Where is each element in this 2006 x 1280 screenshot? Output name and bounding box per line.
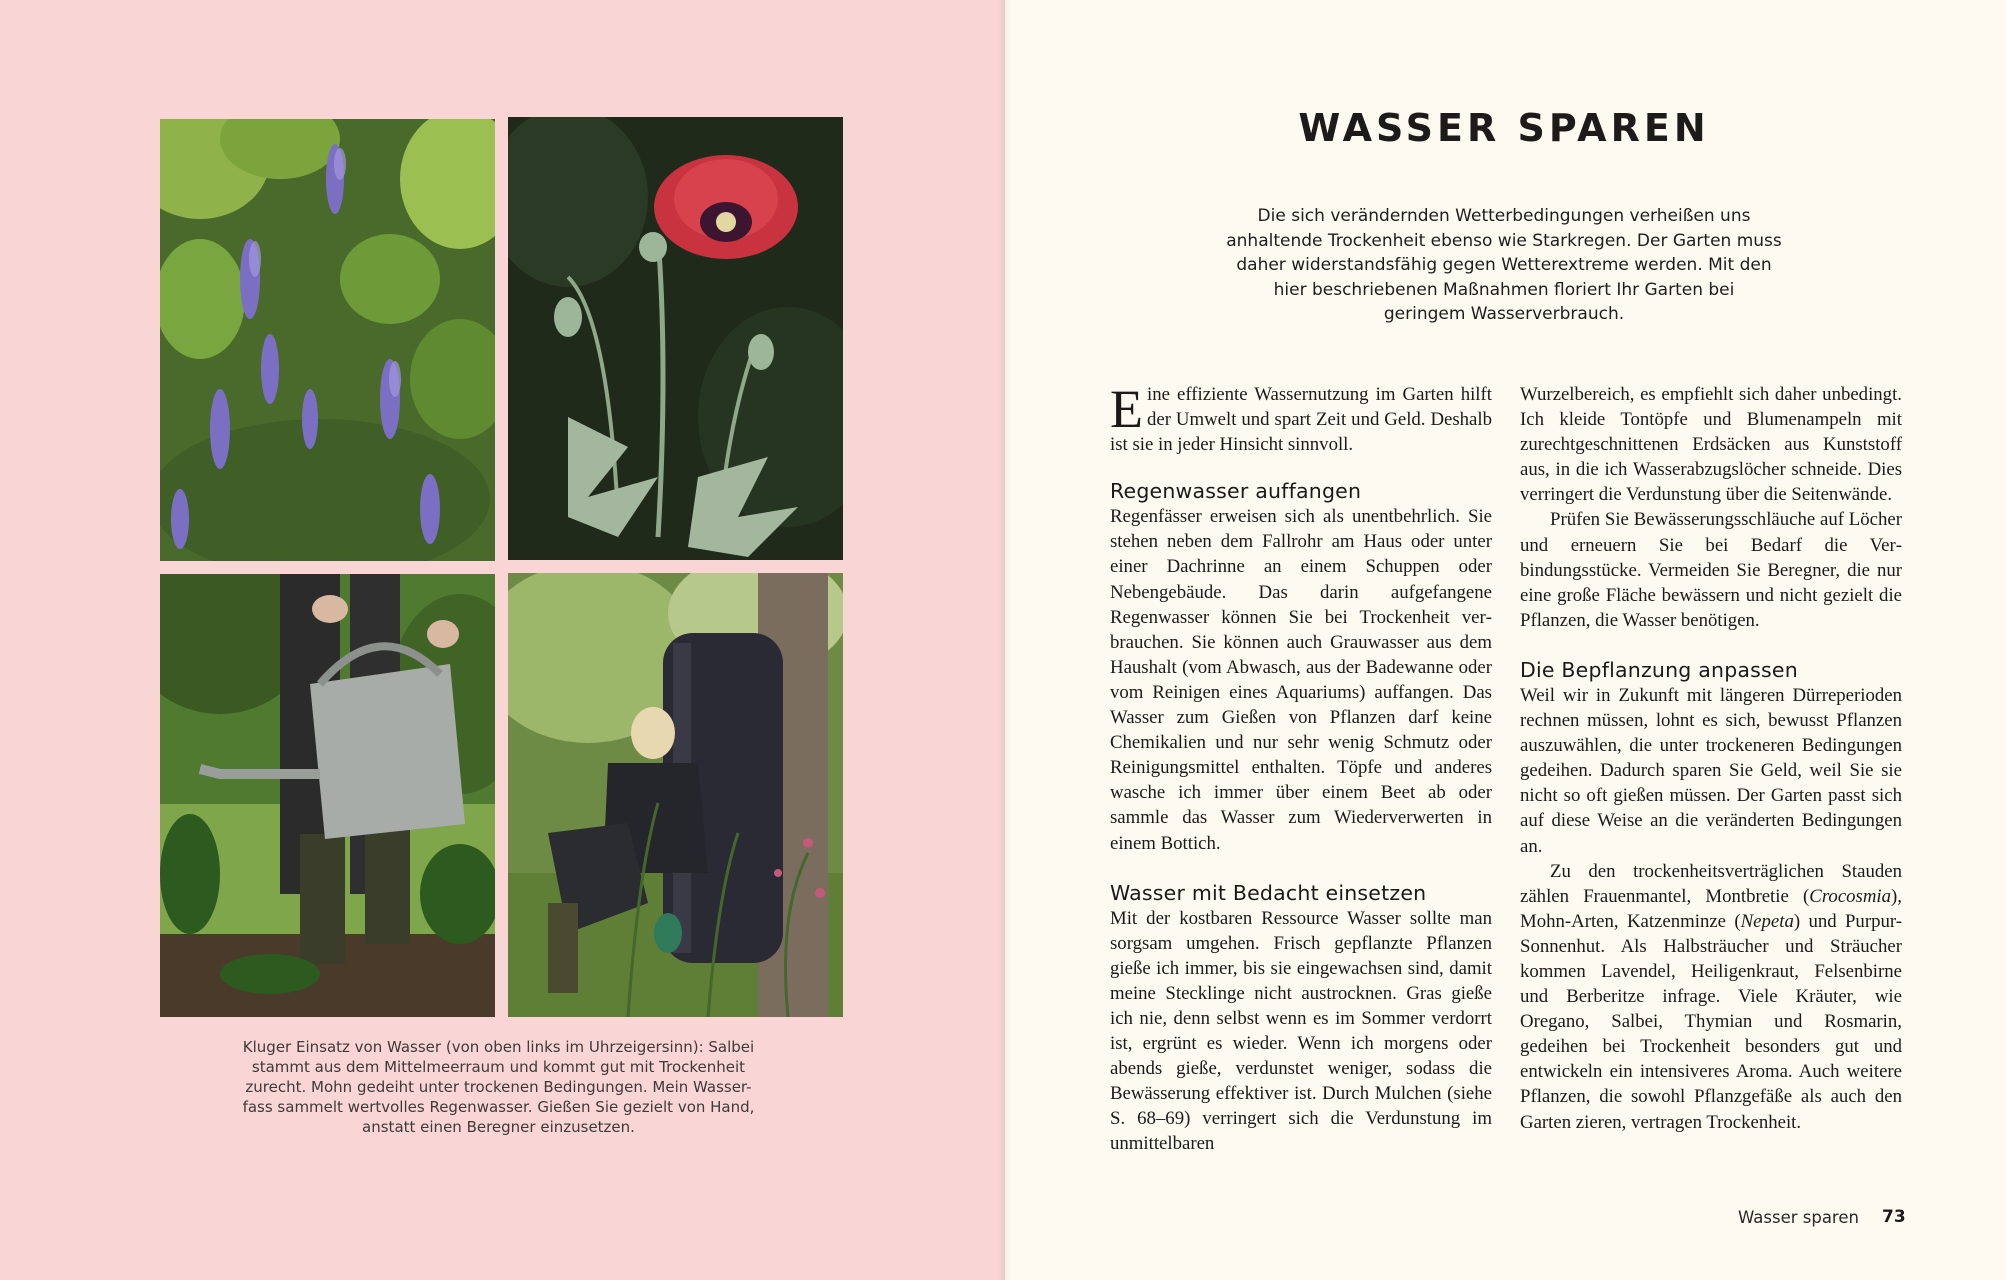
book-gutter: [998, 0, 1012, 1280]
text-segment: ) und Purpur-Sonnenhut. Als Halbsträucher und Sträucher kommen Lavendel, Heiligenkraut, Felsenbirne und Berberitze infrage. Viele Kräuter, wie Oregano, Salbei, Thymian und Rosmarin, gedeihen bei Trockenheit besonders gut und entwickeln ein intensiveres Aroma. Auch weitere Pflanzen, die sowohl Pflanzgefäße als auch den Garten zieren, vertragen Trockenheit.: [1520, 910, 1902, 1133]
photo-giesskanne: [160, 574, 495, 1017]
intro-text: [1190, 204, 1818, 327]
latin-name: Crocosmia: [1809, 885, 1892, 907]
caption-line: anstatt einen Beregner einzusetzen.: [362, 1118, 635, 1136]
opening-text: ine effiziente Wassernutzung im Garten hilft der Umwelt und spart Zeit und Geld. Deshalb ist sie in jeder Hinsicht sinnvoll.: [1110, 384, 1492, 456]
heading-bepflanzung: Die Bepflanzung anpassen: [1520, 657, 1798, 682]
running-title: Wasser sparen: [1738, 1208, 1859, 1227]
paragraph-regenwasser: Regenfässer erweisen sich als unentbehrlich. Sie stehen neben dem Fallrohr am Haus oder unter einer Dachrinne an einem Schuppen oder Nebengebäude. Das darin aufgefangene Regenwasser können Sie bei Trockenheit verbrauchen. Sie können auch Grauwasser aus dem Haushalt (vom Abwasch, aus der Badewanne oder vom Reinigen eines Aquariums) auffangen. Das Wasser zum Gießen von Pflanzen darf keine Chemikalien und nur sehr wenig Schmutz oder Reinigungsmittel enthalten. Töpfe und anderes wasche ich immer über einem Beet ab oder sammle das Wasser zum Wiederverwerten in einem Bottich.: [1110, 506, 1492, 854]
caption-line: Kluger Einsatz von Wasser (von oben links im Uhrzeigersinn): Salbei: [242, 1038, 755, 1056]
text-column-right: [1520, 382, 1902, 1135]
paragraph-schlaeuche: Prüfen Sie Bewässerungsschläuche auf Löcher und erneuern Sie bei Bedarf die Verbindungsstücke. Vermeiden Sie Beregner, die nur eine große Fläche bewässern und nicht gezielt die Pflanzen, die Wasser benötigen.: [1520, 509, 1902, 631]
page-title: WASSER SPAREN: [1298, 106, 1710, 150]
photo-salbei: [160, 119, 495, 561]
heading-regenwasser: Regenwasser auffangen: [1110, 479, 1362, 504]
opening-paragraph: [1110, 379, 1492, 457]
text-segment: ), Mohn-Arten, Katzenminze (: [1520, 885, 1902, 932]
caption-line: stammt aus dem Mittelmeerraum und kommt gut mit Trockenheit: [251, 1058, 746, 1076]
intro-line: Die sich verändernden Wetterbedingungen verheißen uns: [1257, 206, 1751, 226]
drop-cap: E: [1110, 379, 1143, 439]
caption-line: fass sammelt wertvolles Regenwasser. Gießen Sie gezielt von Hand,: [242, 1098, 755, 1116]
photo-regenwasserfass: [508, 573, 843, 1017]
caption-line: zurecht. Mohn gedeiht unter trockenen Bedingungen. Mein Wasser-: [245, 1078, 752, 1096]
heading-bedacht: Wasser mit Bedacht einsetzen: [1110, 880, 1427, 905]
photo-caption: [232, 1037, 765, 1137]
paragraph-bepflanzung: Weil wir in Zukunft mit längeren Dürreperioden rechnen müssen, lohnt es sich, bewusst Pflanzen auszuwählen, die unter trockeneren Bedingungen gedeihen. Dadurch sparen Sie Geld, weil Sie sie nicht so oft gießen müssen. Der Garten passt sich auf diese Weise an die veränderten Bedingungen an.: [1520, 684, 1902, 857]
photo-mohn: [508, 117, 843, 560]
paragraph-stauden: [1520, 859, 1902, 1135]
paragraph-bedacht: Mit der kostbaren Ressource Wasser sollte man sorgsam umgehen. Frisch gepflanzte Pflanzen gieße ich immer, bis sie eingewachsen sind, damit meine Stecklinge nicht austrocknen. Gras gieße ich nie, denn selbst wenn es im Sommer verdorrt ist, ergrünt es wieder. Wenn ich morgens oder abends gieße, verdunstet weniger, sodass die Bewässerung effektiver ist. Durch Mulchen (siehe S. 68–69) verringert sich die Verdunstung im unmittelbaren: [1110, 907, 1492, 1155]
text-segment: Zu den trockenheitsverträglichen Stauden zählen Frauenmantel, Montbretie (: [1520, 860, 1902, 907]
intro-line: geringem Wasserverbrauch.: [1383, 304, 1625, 324]
page-number: 73: [1882, 1207, 1906, 1227]
intro-line: hier beschriebenen Maßnahmen floriert Ihr Garten bei: [1273, 279, 1735, 300]
text-column-left: [1110, 379, 1492, 1157]
intro-line: anhaltende Trockenheit ebenso wie Starkregen. Der Garten muss: [1226, 230, 1782, 251]
paragraph-wurzelbereich: Wurzelbereich, es empfiehlt sich daher unbedingt. Ich kleide Tontöpfe und Blumenampeln mit zurechtgeschnittenen Erdsäcken aus Kunststoff aus, in die ich Wasserabzugslöcher schneide. Dies verringert die Verdunstung über die Seitenwände.: [1520, 384, 1902, 506]
intro-line: daher widerstandsfähig gegen Wetterextreme werden. Mit den: [1236, 255, 1772, 275]
latin-name: Nepeta: [1740, 910, 1794, 932]
